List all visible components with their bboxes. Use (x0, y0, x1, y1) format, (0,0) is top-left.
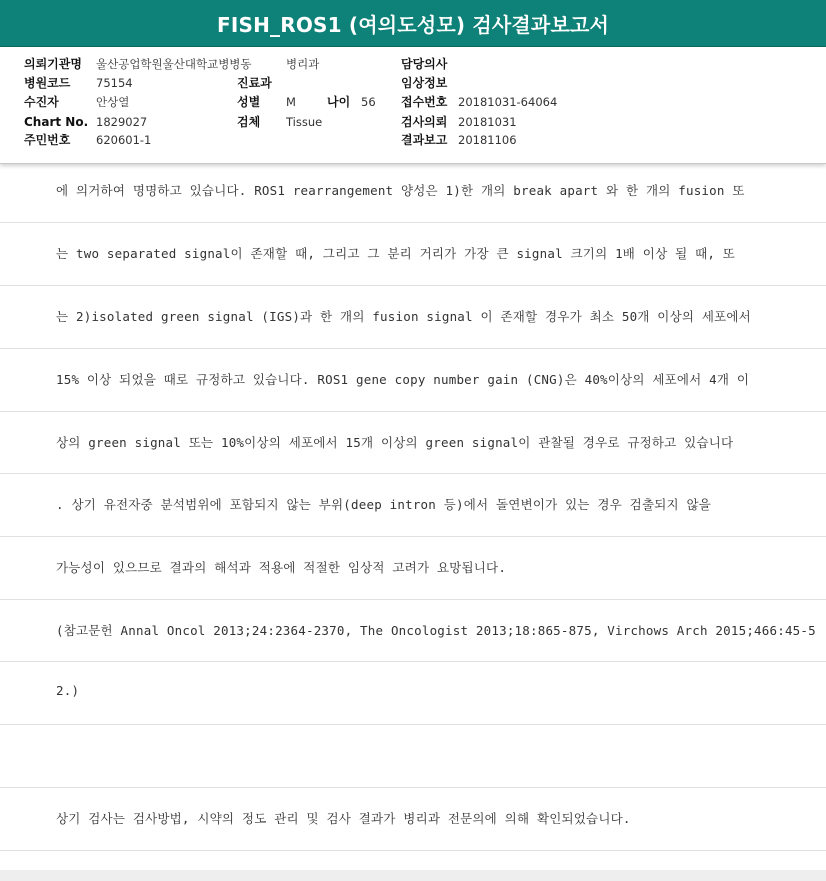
request-label: 검사의뢰 (401, 115, 448, 129)
department-value: 병리과 (286, 57, 320, 71)
text-line (0, 600, 826, 662)
bottom-strip (0, 870, 826, 881)
sex-value: M (286, 95, 296, 109)
report-title: FISH_ROS1 (여의도성모) 검사결과보고서 (216, 12, 609, 37)
text-line-content: (참고문헌 Annal Oncol 2013;24:2364-2370, The Oncologist 2013;18:865-875, Virchows Arch 2015;466:45-5 (56, 623, 816, 638)
chart-no-label: Chart No. (24, 115, 89, 129)
text-line (0, 662, 826, 725)
text-line (0, 788, 826, 851)
report-body[interactable] (0, 164, 826, 870)
specimen-label: 검체 (237, 115, 261, 129)
hospital-code-label: 병원코드 (24, 76, 71, 90)
info-row-chart-no (0, 113, 826, 132)
chart-no-value: 1829027 (96, 115, 148, 129)
info-row-institution (0, 55, 826, 74)
text-line (0, 223, 826, 286)
hospital-code-value: 75154 (96, 76, 133, 90)
report-date-label: 결과보고 (401, 133, 448, 147)
text-line-empty (0, 725, 826, 788)
text-line (0, 537, 826, 600)
resident-no-label: 주민번호 (24, 133, 71, 147)
doctor-label: 담당의사 (401, 57, 448, 71)
text-line-content: 가능성이 있으므로 결과의 해석과 적용에 적절한 임상적 고려가 요망됩니다. (56, 560, 507, 575)
age-value: 56 (361, 95, 376, 109)
text-line (0, 349, 826, 412)
age-label: 나이 (327, 95, 351, 109)
text-line-content: 는 2)isolated green signal (IGS)과 한 개의 fusion signal 이 존재할 경우가 최소 50개 이상의 세포에서 (56, 309, 751, 324)
text-line-content: 15% 이상 되었을 때로 규정하고 있습니다. ROS1 gene copy number gain (CNG)은 40%이상의 세포에서 4개 이 (56, 372, 750, 387)
text-line-content: 에 의거하여 명명하고 있습니다. ROS1 rearrangement 양성은 1)한 개의 break apart 와 한 개의 fusion 또 (56, 183, 745, 198)
sex-label: 성별 (237, 95, 261, 109)
institution-label: 의뢰기관명 (24, 57, 82, 71)
resident-no-value: 620601-1 (96, 133, 152, 147)
text-line-content: . 상기 유전자중 분석범위에 포함되지 않는 부위(deep intron 등)에서 돌연변이가 있는 경우 검출되지 않을 (56, 497, 712, 512)
collector-label: 수진자 (24, 95, 59, 109)
text-line (0, 286, 826, 349)
receipt-no-label: 접수번호 (401, 95, 448, 109)
clinic-label: 진료과 (237, 76, 272, 90)
report-date-value: 20181106 (458, 133, 517, 147)
clinical-info-label: 임상정보 (401, 76, 448, 90)
text-line-content: 는 two separated signal이 존재할 때, 그리고 그 분리 거리가 가장 큰 signal 크기의 1배 이상 될 때, 또 (56, 246, 736, 261)
report-title-bar (0, 0, 826, 47)
text-line (0, 474, 826, 537)
info-row-hospital-code (0, 74, 826, 93)
receipt-no-value: 20181031-64064 (458, 95, 558, 109)
text-line-content: 2.) (56, 683, 80, 698)
text-line-content: 상의 green signal 또는 10%이상의 세포에서 15개 이상의 green signal이 관찰될 경우로 규정하고 있습니다 (56, 435, 734, 450)
text-line (0, 412, 826, 474)
patient-info-panel (0, 47, 826, 164)
request-value: 20181031 (458, 115, 517, 129)
text-line-content: 상기 검사는 검사방법, 시약의 정도 관리 및 검사 결과가 병리과 전문의에 의해 확인되었습니다. (56, 811, 631, 826)
specimen-value: Tissue (286, 115, 323, 129)
text-line (0, 164, 826, 223)
info-row-collector (0, 93, 826, 112)
institution-value: 울산공업학원울산대학교병병동 (96, 57, 252, 71)
info-row-resident-no (0, 131, 826, 150)
collector-value: 안상열 (96, 95, 130, 109)
